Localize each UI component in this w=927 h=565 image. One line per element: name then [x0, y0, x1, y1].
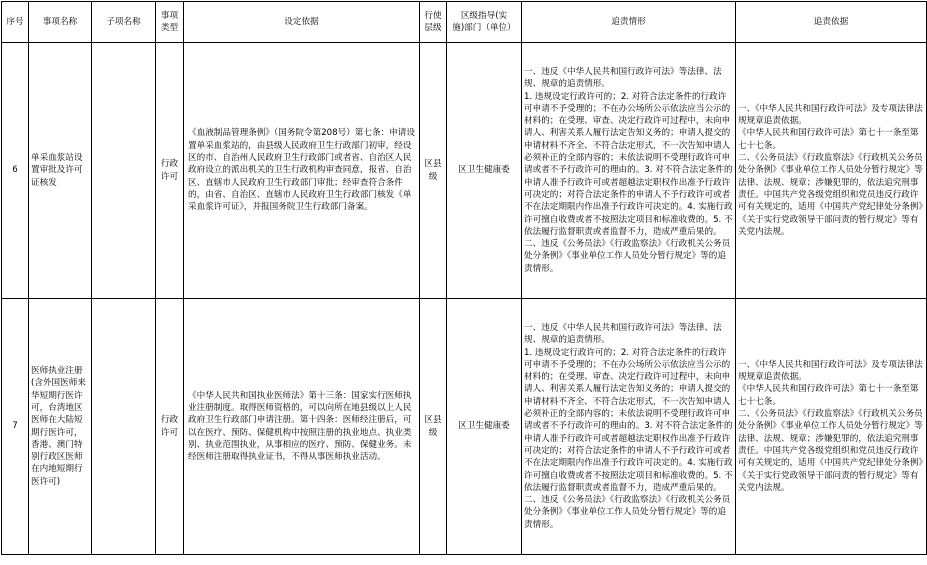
header-index: 序号 [2, 2, 29, 43]
table-row [2, 43, 927, 299]
header-accountability: 追责情形 [522, 2, 736, 43]
header-item-type: 事项 类型 [156, 2, 184, 43]
row-item-name: 医师执业注册(含外国医师来华短期行医许可，台湾地区医师在大陆短期行医许可，香港、澳门特别行政区医师在内地短期行医许可) [29, 299, 92, 555]
header-accountability-basis: 追责依据 [736, 2, 927, 43]
header-row [2, 2, 927, 43]
header-department: 区级指导(实 施)部门（单位） [447, 2, 522, 43]
row-level: 区县 级 [420, 299, 447, 555]
row-level: 区县 级 [420, 43, 447, 299]
row-accountability-basis: 一、《中华人民共和国行政许可法》及专项法律法规规章追责依据。 《中华人民共和国行政许可法》第七十一条至第七十七条。 二、《公务员法》《行政监察法》《行政机关公务员处分条例》《事业单位工作人员处分暂行规定》等法律、法规、规章；涉嫌犯罪的，依法追究刑事责任。中国共产党各级党组织和党员违反行政许可有关规定的，适用《中国共产党纪律处分条例》《关于实行党政领导干部问责的暂行规定》等有关党内法规。 [736, 43, 927, 299]
header-sub-item: 子项名称 [92, 2, 156, 43]
accountability-table [1, 1, 927, 555]
row-accountability: 一、违反《中华人民共和国行政许可法》等法律、法规、规章的追责情形。 1. 违规设定行政许可的；2. 对符合法定条件的行政许可申请不予受理的；不在办公场所公示依法应当公示的材料的；在受理、审查、决定行政许可过程中，未向申请人、利害关系人履行法定告知义务的；申请人提交的申请材料不齐全、不符合法定形式，不一次告知申请人必须补正的全部内容的；未依法说明不受理行政许可申请或者不予行政许可的理由的。3. 对不符合法定条件的申请人准予行政许可或者超越法定职权作出准予行政许可决定的；对符合法定条件的申请人不予行政许可或者不在法定期限内作出准予行政许可决定的。4. 实施行政许可擅自收费或者不按照法定项目和标准收费的。5. 不依法履行监督职责或者监督不力，造成严重后果的。 二、违反《公务员法》《行政监察法》《行政机关公务员处分条例》《事业单位工作人员处分暂行规定》等的追责情形。 [522, 43, 736, 299]
table-row [2, 299, 927, 555]
row-department: 区卫生健康委 [447, 43, 522, 299]
row-item-name: 单采血浆站设置审批及许可证核发 [29, 43, 92, 299]
row-department: 区卫生健康委 [447, 299, 522, 555]
row-item-type: 行政 许可 [156, 299, 184, 555]
row-item-type: 行政 许可 [156, 43, 184, 299]
row-accountability-basis: 一、《中华人民共和国行政许可法》及专项法律法规规章追责依据。 《中华人民共和国行政许可法》第七十一条至第七十七条。 二、《公务员法》《行政监察法》《行政机关公务员处分条例》《事业单位工作人员处分暂行规定》等法律、法规、规章；涉嫌犯罪的，依法追究刑事责任。中国共产党各级党组织和党员违反行政许可有关规定的，适用《中国共产党纪律处分条例》《关于实行党政领导干部问责的暂行规定》等有关党内法规。 [736, 299, 927, 555]
header-level: 行使 层级 [420, 2, 447, 43]
header-basis: 设定依据 [184, 2, 420, 43]
row-basis: 《血液制品管理条例》（国务院令第208号）第七条：申请设置单采血浆站的，由县级人民政府卫生行政部门初审，经设区的市、自治州人民政府卫生行政部门或者省、自治区人民政府设立的派出机关的卫生行政机构审查同意，报省、自治区、直辖市人民政府卫生行政部门审批；经审查符合条件的，由省、自治区、直辖市人民政府卫生行政部门核发《单采血浆许可证》，并报国务院卫生行政部门备案。 [184, 43, 420, 299]
header-item-name: 事项名称 [29, 2, 92, 43]
row-index: 7 [2, 299, 29, 555]
row-basis: 《中华人民共和国执业医师法》第十三条：国家实行医师执业注册制度。取得医师资格的，可以向所在地县级以上人民政府卫生行政部门申请注册。第十四条：医师经注册后，可以在医疗、预防、保健机构中按照注册的执业地点、执业类别、执业范围执业，从事相应的医疗、预防、保健业务。未经医师注册取得执业证书，不得从事医师执业活动。 [184, 299, 420, 555]
row-sub-item [92, 299, 156, 555]
row-sub-item [92, 43, 156, 299]
row-index: 6 [2, 43, 29, 299]
row-accountability: 一、违反《中华人民共和国行政许可法》等法律、法规、规章的追责情形。 1. 违规设定行政许可的；2. 对符合法定条件的行政许可申请不予受理的；不在办公场所公示依法应当公示的材料的；在受理、审查、决定行政许可过程中，未向申请人、利害关系人履行法定告知义务的；申请人提交的申请材料不齐全、不符合法定形式，不一次告知申请人必须补正的全部内容的；未依法说明不受理行政许可申请或者不予行政许可的理由的。3. 对不符合法定条件的申请人准予行政许可或者超越法定职权作出准予行政许可决定的；对符合法定条件的申请人不予行政许可或者不在法定期限内作出准予行政许可决定的。4. 实施行政许可擅自收费或者不按照法定项目和标准收费的。5. 不依法履行监督职责或者监督不力，造成严重后果的。 二、违反《公务员法》《行政监察法》《行政机关公务员处分条例》《事业单位工作人员处分暂行规定》等的追责情形。 [522, 299, 736, 555]
